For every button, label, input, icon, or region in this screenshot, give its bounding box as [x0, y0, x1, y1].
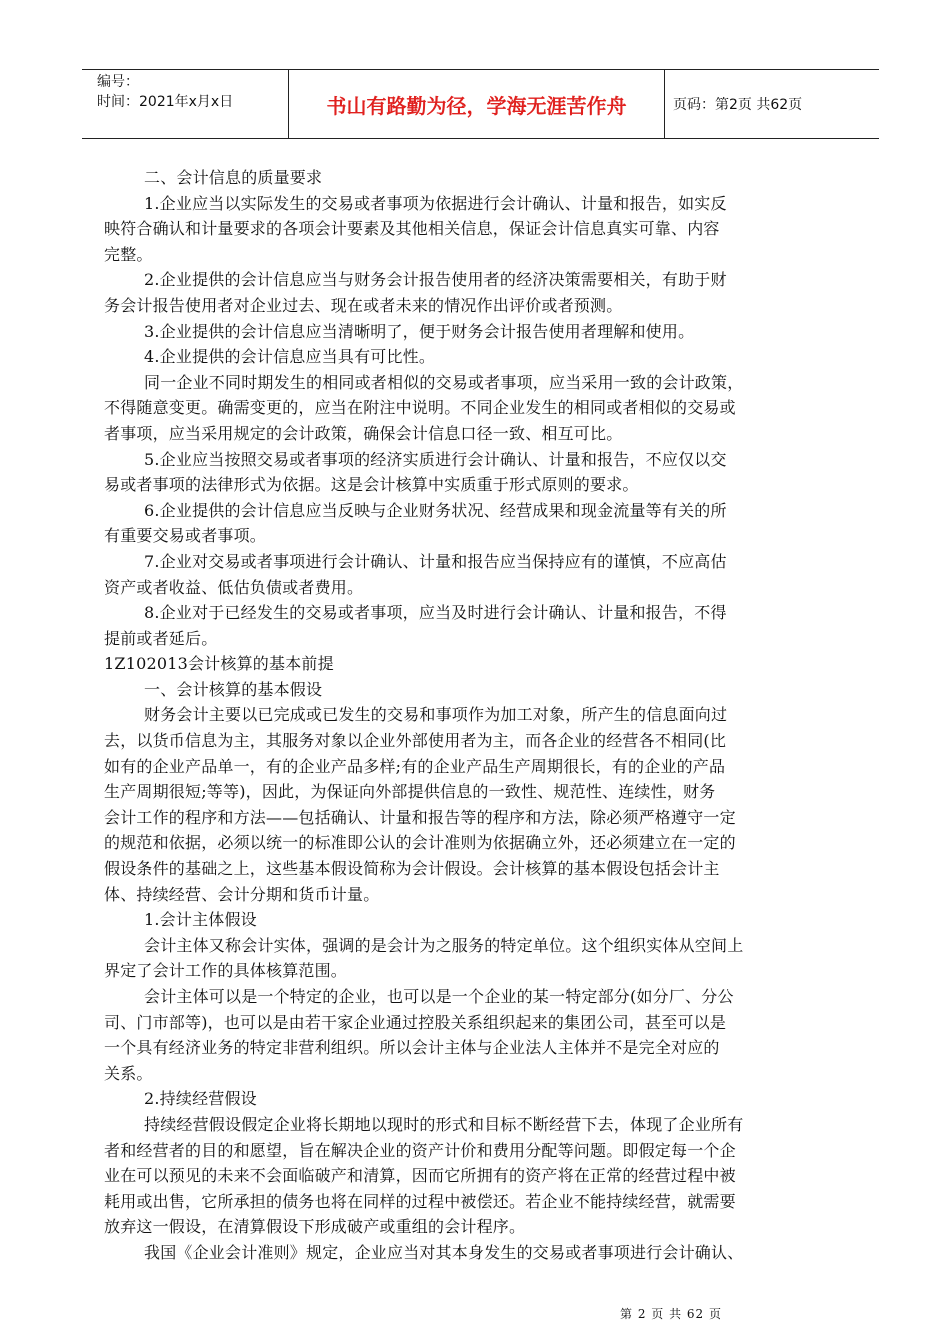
- page-header: [82, 69, 879, 139]
- text-line: 有重要交易或者事项。: [104, 526, 267, 546]
- text-line: 务会计报告使用者对企业过去、现在或者未来的情况作出评价或者预测。: [104, 295, 623, 315]
- text-line: 3.企业提供的会计信息应当清晰明了，便于财务会计报告使用者理解和使用。: [144, 321, 695, 341]
- text-line: 1Z102013会计核算的基本前提: [104, 654, 334, 674]
- text-line: 同一企业不同时期发生的相同或者相似的交易或者事项，应当采用一致的会计政策，: [144, 372, 744, 392]
- text-line: 资产或者收益、低估负债或者费用。: [104, 577, 364, 597]
- text-line: 体、持续经营、会计分期和货币计量。: [104, 884, 380, 904]
- number-label: 编号：: [97, 74, 139, 90]
- text-line: 完整。: [104, 244, 153, 264]
- text-line: 如有的企业产品单一，有的企业产品多样;有的企业产品生产周期很长，有的企业的产品: [104, 756, 726, 776]
- time-label: 时间：2021年x月x日: [97, 94, 234, 110]
- text-line: 4.企业提供的会计信息应当具有可比性。: [144, 347, 436, 367]
- text-line: 1.企业应当以实际发生的交易或者事项为依据进行会计确认、计量和报告，如实反: [144, 193, 727, 213]
- text-line: 财务会计主要以已完成或已发生的交易和事项作为加工对象，所产生的信息面向过: [144, 705, 728, 725]
- text-line: 的规范和依据，必须以统一的标准即公认的会计准则为依据确立外，还必须建立在一定的: [104, 833, 736, 853]
- text-line: 二、会计信息的质量要求: [144, 168, 323, 187]
- text-line: 持续经营假设假定企业将长期地以现时的形式和目标不断经营下去，体现了企业所有: [144, 1114, 744, 1134]
- text-line: 2.企业提供的会计信息应当与财务会计报告使用者的经济决策需要相关，有助于财: [144, 270, 727, 290]
- text-line: 5.企业应当按照交易或者事项的经济实质进行会计确认、计量和报告，不应仅以交: [144, 449, 727, 469]
- header-motto: 书山有路勤为径，学海无涯苦作舟: [289, 70, 665, 138]
- text-line: 我国《企业会计准则》规定，企业应当对其本身发生的交易或者事项进行会计确认、: [144, 1242, 744, 1262]
- text-line: 8.企业对于已经发生的交易或者事项，应当及时进行会计确认、计量和报告，不得: [144, 603, 727, 623]
- text-line: 会计工作的程序和方法——包括确认、计量和报告等的程序和方法，除必须严格遵守一定: [104, 807, 736, 827]
- text-line: 生产周期很短;等等)，因此，为保证向外部提供信息的一致性、规范性、连续性，财务: [104, 782, 716, 802]
- text-line: 去，以货币信息为主，其服务对象以企业外部使用者为主，而各企业的经营各不相同(比: [104, 731, 727, 751]
- text-line: 关系。: [104, 1063, 153, 1083]
- header-meta: [82, 70, 289, 138]
- text-line: 者事项，应当采用规定的会计政策，确保会计信息口径一致、相互可比。: [104, 423, 623, 443]
- text-line: 不得随意变更。确需变更的，应当在附注中说明。不同企业发生的相同或者相似的交易或: [104, 398, 736, 418]
- page-footer: 第 2 页 共 62 页: [620, 1307, 722, 1321]
- text-line: 假设条件的基础之上，这些基本假设简称为会计假设。会计核算的基本假设包括会计主: [104, 859, 720, 879]
- text-line: 者和经营者的目的和愿望，旨在解决企业的资产计价和费用分配等问题。即假定每一个企: [104, 1140, 736, 1160]
- text-line: 提前或者延后。: [104, 628, 218, 648]
- text-line: 耗用或出售，它所承担的债务也将在同样的过程中被偿还。若企业不能持续经营，就需要: [104, 1191, 736, 1211]
- text-line: 会计主体又称会计实体，强调的是会计为之服务的特定单位。这个组织实体从空间上: [144, 935, 744, 955]
- text-line: 易或者事项的法律形式为依据。这是会计核算中实质重于形式原则的要求。: [104, 475, 639, 495]
- text-line: 放弃这一假设，在清算假设下形成破产或重组的会计程序。: [104, 1217, 526, 1237]
- document-body: [104, 165, 866, 1266]
- text-line: 一、会计核算的基本假设: [144, 679, 323, 699]
- text-line: 2.持续经营假设: [144, 1089, 257, 1109]
- text-line: 司、门市部等)，也可以是由若干家企业通过控股关系组织起来的集团公司，甚至可以是: [104, 1012, 727, 1032]
- text-line: 映符合确认和计量要求的各项会计要素及其他相关信息，保证会计信息真实可靠、内容: [104, 219, 720, 239]
- text-line: 会计主体可以是一个特定的企业，也可以是一个企业的某一特定部分(如分厂、分公: [144, 987, 734, 1006]
- text-line: 7.企业对交易或者事项进行会计确认、计量和报告应当保持应有的谨慎，不应高估: [144, 551, 727, 571]
- header-page-info: 页码：第2页 共62页: [673, 97, 803, 113]
- text-line: 业在可以预见的未来不会面临破产和清算，因而它所拥有的资产将在正常的经营过程中被: [104, 1166, 736, 1186]
- text-line: 一个具有经济业务的特定非营利组织。所以会计主体与企业法人主体并不是完全对应的: [104, 1038, 720, 1058]
- text-line: 6.企业提供的会计信息应当反映与企业财务状况、经营成果和现金流量等有关的所: [144, 500, 727, 520]
- text-line: 1.会计主体假设: [144, 910, 257, 930]
- text-line: 界定了会计工作的具体核算范围。: [104, 961, 348, 981]
